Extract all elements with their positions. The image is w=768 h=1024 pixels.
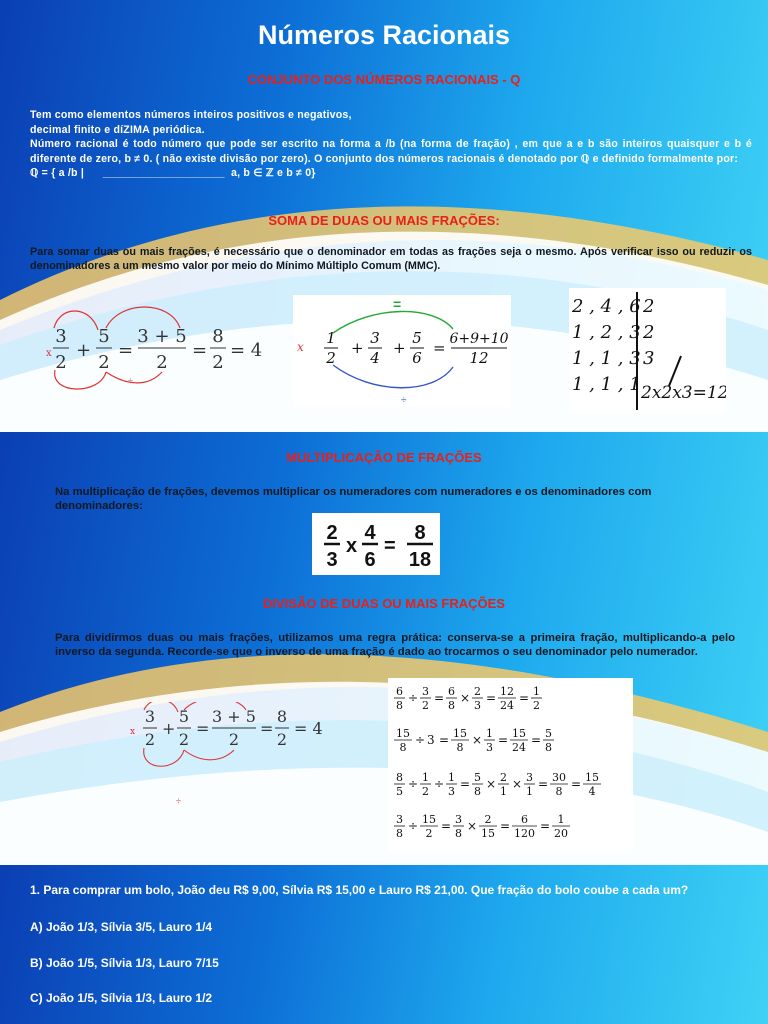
- operator: ÷: [408, 691, 419, 705]
- slide-conjunto-racionais: [0, 0, 768, 432]
- fraction-denominator: 5: [396, 785, 403, 798]
- fraction-2-denominator: 2: [98, 352, 110, 373]
- fraction-numerator: 15: [396, 727, 410, 740]
- fraction-numerator: 1: [422, 771, 429, 784]
- operator: =: [500, 819, 511, 833]
- operator: ÷: [415, 733, 426, 747]
- mmc-plus-1: +: [351, 339, 364, 357]
- operator: =: [441, 819, 452, 833]
- intro-paragraph: [30, 108, 752, 181]
- fraction-denominator: 8: [399, 741, 407, 754]
- div-example-row: [394, 685, 542, 712]
- intro-line-3: Número racional é todo número que pode ser escrito na forma a /b (na forma de fração) , em que a e b são inteiros quaisquer e b é diferente de zero, b ≠ 0. ( não existe divisão por zero). O conjunto dos números racionais é denotado por ℚ e definido formalmente por:: [30, 138, 752, 165]
- fraction-1-numerator: 3: [55, 326, 67, 347]
- div-examples: [388, 678, 633, 852]
- operator: =: [531, 733, 542, 747]
- equals-sign: =: [196, 719, 210, 738]
- page-title: Números Racionais: [257, 20, 511, 50]
- operator: ×: [460, 691, 471, 705]
- final-result: = 4: [230, 340, 263, 361]
- operator: ×: [467, 819, 478, 833]
- fraction-numerator: 3: [422, 685, 429, 698]
- mmc-row-1: 2 , 4 , 6: [572, 296, 641, 317]
- equals-sign: =: [118, 340, 134, 361]
- sum-paragraph: Para somar duas ou mais frações, é necessário que o denominador em todas as frações seja o mesmo. Após verificar isso ou reduzir os denominadores a um mesmo valor por meio do Mínimo Múltiplo Comum (MMC).: [30, 246, 752, 272]
- section-heading-divisao: DIVISÃO DE DUAS OU MAIS FRAÇÕES: [263, 596, 505, 611]
- operator: =: [486, 691, 497, 705]
- fraction-denominator: 3: [474, 699, 481, 712]
- operator: =: [540, 819, 551, 833]
- fraction-numerator: 1: [486, 727, 493, 740]
- section-heading-multiplicacao: MULTIPLICAÇÃO DE FRAÇÕES: [286, 450, 482, 465]
- fraction-2-numerator: 5: [98, 326, 110, 347]
- div-example-row: [394, 727, 554, 754]
- fraction-numerator: 1: [557, 813, 565, 826]
- divide-mark: ÷: [176, 796, 181, 806]
- div-example-row: [394, 771, 601, 798]
- fraction-numerator: 2: [500, 771, 507, 784]
- fraction-numerator: 30: [552, 771, 566, 784]
- mult-times: x: [346, 535, 358, 557]
- fraction-numerator: 15: [453, 727, 467, 740]
- mmc-plus-2: +: [393, 339, 406, 357]
- fraction-numerator: 1: [448, 771, 455, 784]
- fraction-denominator: 15: [481, 827, 495, 840]
- fraction-numerator: 1: [533, 685, 540, 698]
- operator: ×: [486, 777, 497, 791]
- plus-sign: +: [76, 340, 92, 361]
- fraction-2-numerator: 5: [178, 707, 190, 726]
- fraction-numerator: 6: [396, 685, 403, 698]
- mmc-b-num: 3: [370, 329, 380, 347]
- fraction-denominator: 4: [588, 785, 596, 798]
- div-example-row: [394, 813, 570, 840]
- multiply-mark: x: [130, 727, 136, 737]
- result-numerator: 8: [212, 326, 224, 347]
- final-result: = 4: [294, 719, 323, 738]
- fraction-numerator: 5: [545, 727, 552, 740]
- operator: =: [460, 777, 471, 791]
- equals-top: =: [393, 296, 402, 312]
- mmc-row-2: 1 , 2 , 3: [572, 322, 641, 343]
- plus-sign: +: [162, 719, 176, 738]
- fraction-denominator: 8: [396, 827, 403, 840]
- mmc-a-num: 1: [326, 329, 336, 347]
- operator: ÷: [408, 777, 419, 791]
- mmc-c-den: 6: [412, 349, 422, 367]
- fraction-denominator: 3: [448, 785, 455, 798]
- fraction-denominator: 8: [455, 827, 462, 840]
- fraction-numerator: 6: [521, 813, 528, 826]
- sum-numerator: 3 + 5: [212, 707, 256, 726]
- mmc-divide-mark: ÷: [401, 395, 407, 406]
- mult-b-den: 6: [364, 549, 376, 571]
- mult-result-num: 8: [414, 522, 426, 544]
- fraction-numerator: 15: [585, 771, 599, 784]
- mmc-row-4: 1 , 1 , 1: [572, 374, 641, 395]
- fraction-denominator: 1: [526, 785, 533, 798]
- fraction-numerator: 6: [448, 685, 455, 698]
- section-heading-soma: SOMA DE DUAS OU MAIS FRAÇÕES:: [268, 213, 500, 228]
- fraction-denominator: 8: [555, 785, 563, 798]
- fraction-denominator: 3: [486, 741, 493, 754]
- mmc-product: 2x2x3=12: [641, 383, 726, 403]
- fraction-denominator: 24: [500, 699, 514, 712]
- fraction-denominator: 20: [554, 827, 568, 840]
- fraction-1-denominator: 2: [55, 352, 67, 373]
- mmc-factor-2: 2: [643, 322, 655, 343]
- operator: =: [519, 691, 530, 705]
- fraction-denominator: 2: [422, 785, 429, 798]
- fraction-numerator: 2: [474, 685, 481, 698]
- mult-a-num: 2: [326, 522, 338, 544]
- mmc-table-box: [569, 288, 726, 412]
- mmc-equals: =: [433, 339, 446, 357]
- slide-exercicio: [0, 865, 768, 1024]
- div-paragraph: Para dividirmos duas ou mais frações, utilizamos uma regra prática: conserva-se a primeira fração, multiplicando-a pelo inverso da segunda. Recorde-se que o inverso de uma fração é dado ao trocarmos o seu denominador pelo numerador.: [55, 632, 735, 658]
- div-examples-box: [388, 678, 633, 852]
- fraction-denominator: 2: [422, 699, 429, 712]
- result-denominator: 2: [212, 352, 224, 373]
- fraction-numerator: 15: [512, 727, 526, 740]
- fraction-denominator: 120: [514, 827, 535, 840]
- mult-paragraph: Na multiplicação de frações, devemos multiplicar os numeradores com numeradores e os denominadores com denominadores:: [55, 486, 652, 512]
- fraction-denominator: 24: [512, 741, 526, 754]
- mult-example-box: [312, 513, 440, 575]
- fraction-numerator: 5: [474, 771, 481, 784]
- mmc-b-den: 4: [370, 349, 380, 367]
- result-denominator: 2: [276, 730, 288, 749]
- operator: =: [439, 733, 450, 747]
- section-heading-conjunto: CONJUNTO DOS NÚMEROS RACIONAIS - Q: [247, 72, 521, 87]
- operator: =: [498, 733, 509, 747]
- slide-multiplicacao-divisao: [0, 432, 768, 865]
- fraction-numerator: 3: [526, 771, 533, 784]
- operator: ÷: [434, 777, 445, 791]
- operator: =: [434, 691, 445, 705]
- equals-sign-2: =: [260, 719, 274, 738]
- mmc-factor-1: 2: [643, 296, 655, 317]
- mmc-row-3: 1 , 1 , 3: [572, 348, 641, 369]
- equals-sign-2: =: [192, 340, 208, 361]
- fraction-numerator: 15: [422, 813, 436, 826]
- answer-option-a[interactable]: A) João 1/3, Sílvia 3/5, Lauro 1/4: [30, 920, 213, 934]
- fraction-numerator: 3: [396, 813, 403, 826]
- mult-a-den: 3: [326, 549, 338, 571]
- sum-denominator: 2: [156, 352, 168, 373]
- fraction-1-denominator: 2: [144, 730, 156, 749]
- question-text: 1. Para comprar um bolo, João deu R$ 9,00, Sílvia R$ 15,00 e Lauro R$ 21,00. Que fração do bolo coube a cada um?: [30, 883, 689, 897]
- fraction-numerator: 3: [455, 813, 462, 826]
- sum-denominator: 2: [228, 730, 240, 749]
- fraction-denominator: 8: [474, 785, 481, 798]
- fraction-2-denominator: 2: [178, 730, 190, 749]
- answer-option-c[interactable]: C) João 1/5, Sílvia 1/3, Lauro 1/2: [30, 991, 213, 1005]
- mult-result-den: 18: [408, 549, 432, 571]
- mmc-a-den: 2: [326, 349, 336, 367]
- mmc-factor-3: 3: [643, 348, 655, 369]
- set-definition: ℚ = { a /b | ____________________ a, b ∈ ℤ e b ≠ 0}: [30, 167, 316, 179]
- fraction-denominator: 1: [500, 785, 507, 798]
- fraction-numerator: 2: [484, 813, 492, 826]
- sum-example-diagram-2: [126, 702, 346, 812]
- fraction-numerator: 12: [500, 685, 514, 698]
- fraction-1-numerator: 3: [144, 707, 156, 726]
- number: 3: [427, 733, 435, 747]
- sum-example-diagram: [40, 300, 280, 410]
- mmc-result-den: 12: [469, 349, 489, 367]
- mmc-table: [569, 288, 726, 412]
- mult-example: [312, 513, 440, 575]
- divide-mark: ÷: [128, 376, 133, 386]
- operator: ×: [512, 777, 523, 791]
- mmc-example-diagram: [293, 295, 511, 407]
- answer-option-b[interactable]: B) João 1/5, Sílvia 1/3, Lauro 7/15: [30, 956, 219, 970]
- sum-numerator: 3 + 5: [137, 326, 187, 347]
- operator: =: [571, 777, 582, 791]
- mult-equals: =: [384, 535, 396, 557]
- fraction-denominator: 8: [545, 741, 552, 754]
- mmc-multiply-mark: x: [297, 340, 304, 354]
- fraction-denominator: 8: [448, 699, 455, 712]
- fraction-denominator: 8: [456, 741, 464, 754]
- fraction-denominator: 8: [396, 699, 403, 712]
- intro-line-2: decimal finito e díZIMA periódica.: [30, 123, 205, 136]
- result-numerator: 8: [276, 707, 288, 726]
- operator: =: [538, 777, 549, 791]
- operator: ×: [472, 733, 483, 747]
- intro-line-1: Tem como elementos números inteiros positivos e negativos,: [30, 109, 352, 121]
- multiply-mark: x: [46, 348, 52, 359]
- mmc-example-box: [293, 295, 511, 407]
- mmc-result-num: 6+9+10: [449, 331, 509, 347]
- mmc-c-num: 5: [412, 329, 422, 347]
- operator: ÷: [408, 819, 419, 833]
- fraction-numerator: 8: [396, 771, 403, 784]
- fraction-denominator: 2: [425, 827, 433, 840]
- mult-b-num: 4: [364, 522, 376, 544]
- fraction-denominator: 2: [533, 699, 540, 712]
